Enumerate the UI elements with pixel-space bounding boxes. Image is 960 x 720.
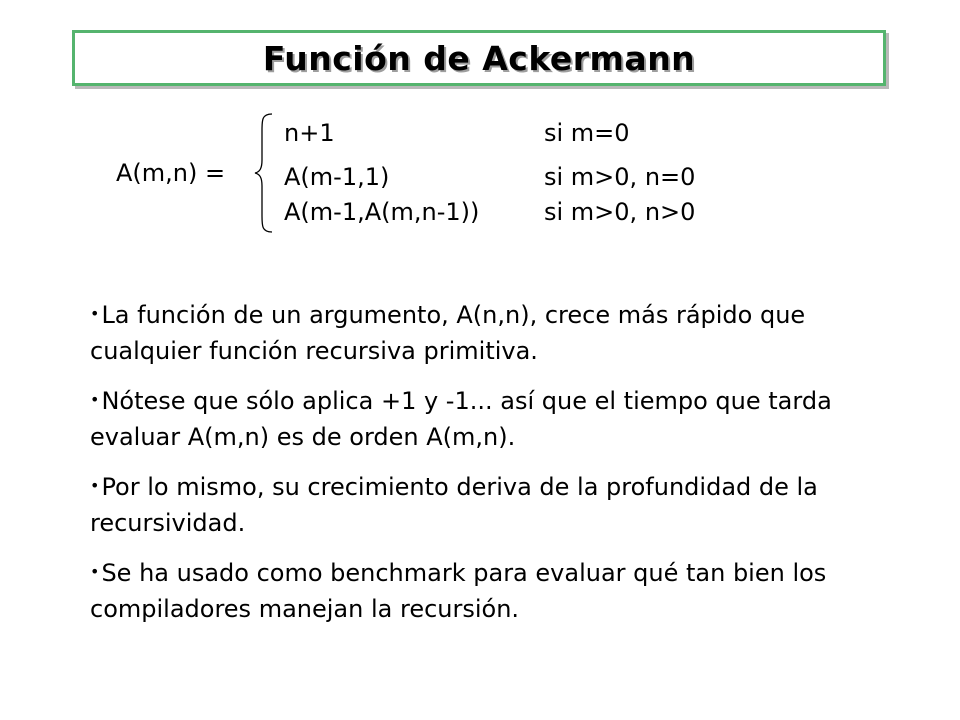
bullet-text: La función de un argumento, A(n,n), crece más rápido que cualquier función recursiva primitiva. [90,301,806,365]
list-item [90,468,850,541]
case-2-expression: A(m-1,1) [284,163,390,191]
case-3-condition: si m>0, n>0 [544,198,696,226]
case-1-condition: si m=0 [544,119,630,147]
bullet-marker: • [90,304,100,323]
bullet-text: Se ha usado como benchmark para evaluar qué tan bien los compiladores manejan la recursión. [90,559,827,623]
page-title: Función de Ackermann [262,38,696,78]
bullet-marker: • [90,390,100,409]
case-2-condition: si m>0, n=0 [544,163,696,191]
left-brace-icon [252,112,276,234]
bullet-list [90,296,850,640]
list-item [90,554,850,627]
bullet-marker: • [90,562,100,581]
list-item [90,296,850,369]
case-1-expression: n+1 [284,119,335,147]
bullet-text: Por lo mismo, su crecimiento deriva de la profundidad de la recursividad. [90,473,818,537]
bullet-text: Nótese que sólo aplica +1 y -1... así que el tiempo que tarda evaluar A(m,n) es de orden A(m,n). [90,387,832,451]
list-item [90,382,850,455]
title-banner [72,30,886,86]
definition-lhs: A(m,n) = [116,159,226,187]
bullet-marker: • [90,476,100,495]
case-3-expression: A(m-1,A(m,n-1)) [284,198,480,226]
